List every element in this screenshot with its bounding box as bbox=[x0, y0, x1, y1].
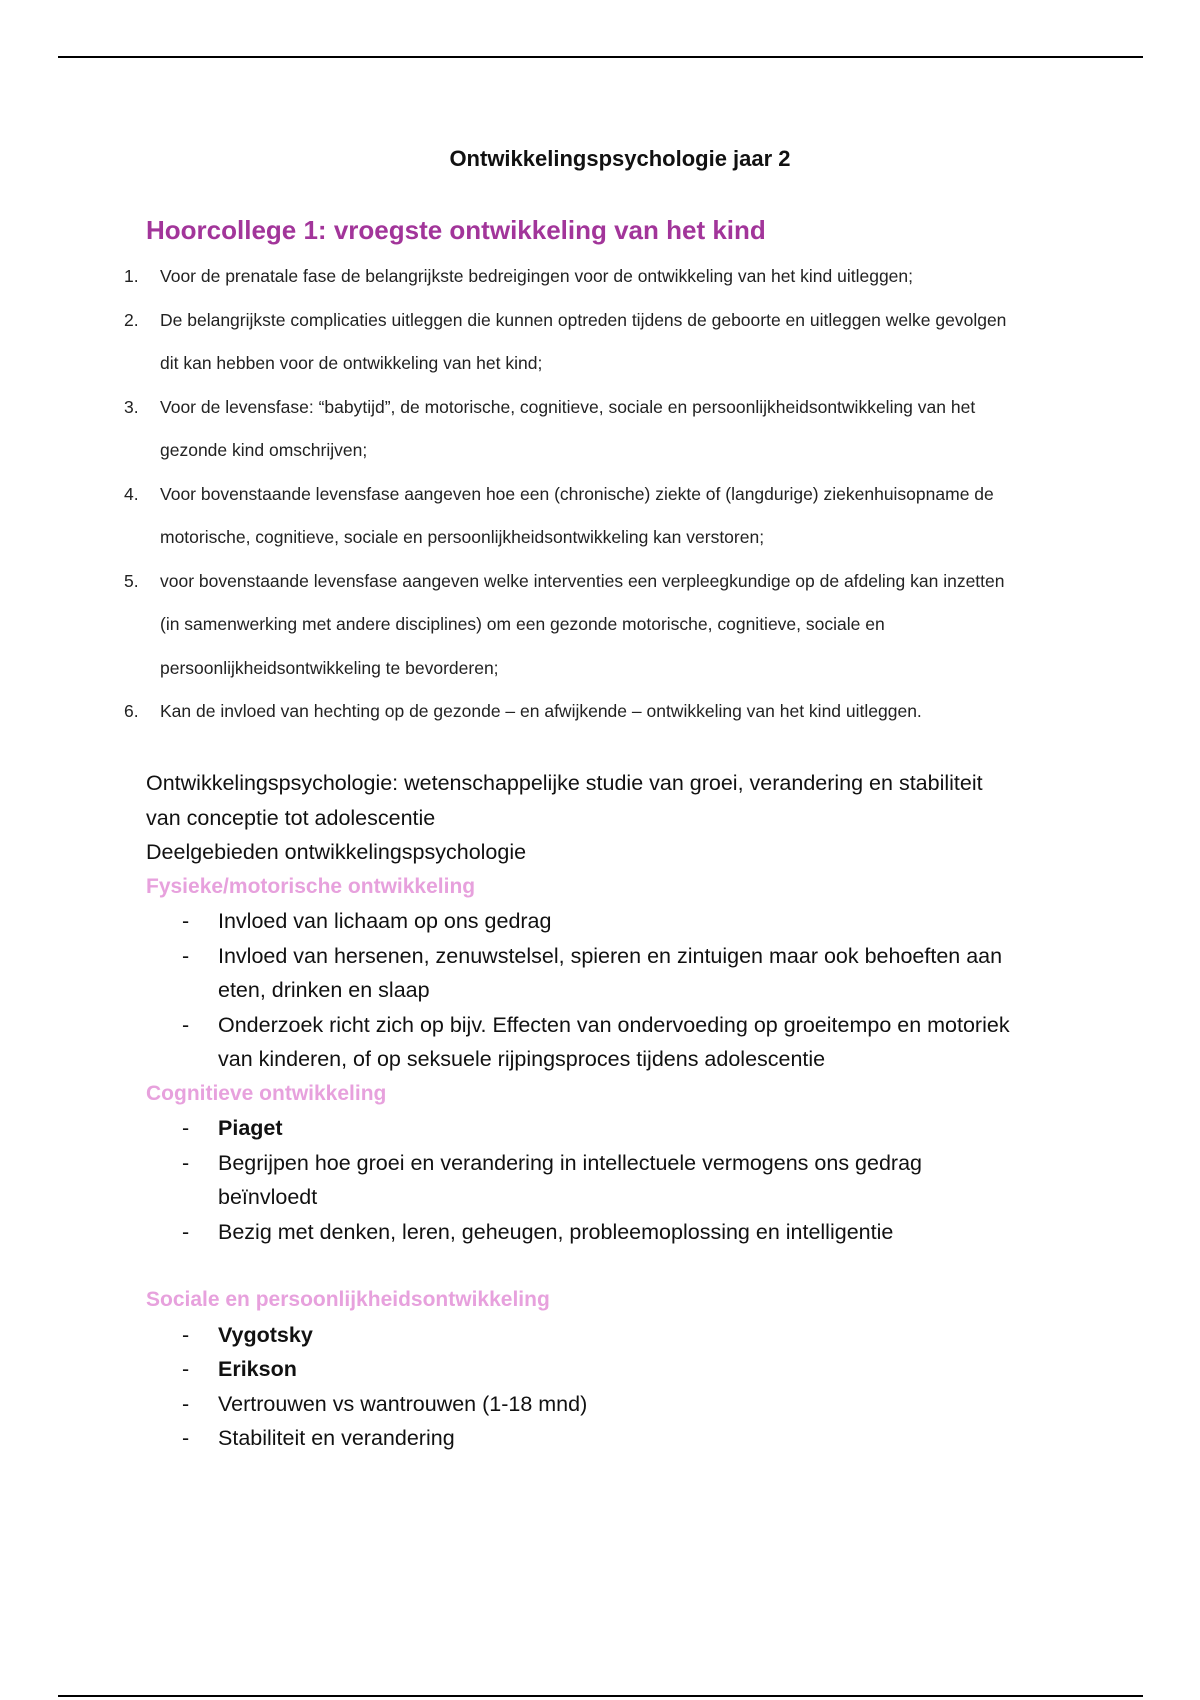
goal-text-line: persoonlijkheidsontwikkeling te bevorderen; bbox=[160, 657, 499, 678]
list-item bbox=[146, 1008, 1106, 1077]
list-item bbox=[146, 1215, 1106, 1250]
goal-text-line: voor bovenstaande levensfase aangeven welke interventies een verpleegkundige op de afdeling kan inzetten bbox=[160, 570, 1005, 591]
learning-goal bbox=[118, 255, 1098, 299]
list-item bbox=[146, 1111, 1106, 1146]
bullet-text: Onderzoek richt zich op bijv. Effecten van ondervoeding op groeitempo en motoriek bbox=[218, 1012, 1010, 1037]
section-heading-social: Sociale en persoonlijkheidsontwikkeling bbox=[146, 1288, 550, 1311]
goal-text-line: dit kan hebben voor de ontwikkeling van het kind; bbox=[160, 353, 543, 373]
list-item bbox=[146, 1387, 1106, 1422]
bullet-dash: - bbox=[182, 1150, 190, 1175]
bullet-dash: - bbox=[182, 1116, 190, 1140]
goal-text-line: Voor bovenstaande levensfase aangeven hoe een (chronische) ziekte of (langdurige) ziekenhuisopname de bbox=[160, 483, 994, 504]
bullet-list-social bbox=[146, 1318, 1106, 1456]
bullet-text: Invloed van lichaam op ons gedrag bbox=[218, 909, 552, 933]
bullet-text: Stabiliteit en verandering bbox=[218, 1426, 455, 1450]
goal-text-line: Kan de invloed van hechting op de gezonde – en afwijkende – ontwikkeling van het kind uitleggen. bbox=[160, 701, 922, 721]
goal-text-line: motorische, cognitieve, sociale en persoonlijkheidsontwikkeling kan verstoren; bbox=[160, 527, 765, 547]
bullet-text: Invloed van hersenen, zenuwstelsel, spieren en zintuigen maar ook behoeften aan bbox=[218, 943, 1003, 968]
list-item bbox=[146, 1318, 1106, 1353]
list-item bbox=[146, 904, 1106, 939]
bullet-dash: - bbox=[182, 1012, 190, 1037]
list-item bbox=[146, 1421, 1106, 1456]
bullet-dash: - bbox=[182, 1391, 190, 1416]
list-item bbox=[146, 1146, 1106, 1215]
bullet-dash: - bbox=[182, 1219, 190, 1244]
learning-goal bbox=[118, 386, 1098, 473]
goal-number: 1. bbox=[124, 266, 139, 286]
goal-number: 2. bbox=[124, 309, 139, 330]
learning-goal bbox=[118, 299, 1098, 386]
bullet-text: Erikson bbox=[218, 1357, 297, 1381]
goal-number: 6. bbox=[124, 701, 139, 721]
bullet-dash: - bbox=[182, 909, 190, 933]
bullet-dash: - bbox=[182, 1426, 190, 1450]
bullet-text: Vygotsky bbox=[218, 1322, 313, 1347]
bullet-text: Piaget bbox=[218, 1116, 283, 1140]
lecture-heading: Hoorcollege 1: vroegste ontwikkeling van het kind bbox=[146, 215, 766, 245]
top-rule bbox=[58, 56, 1143, 58]
learning-goal bbox=[118, 690, 1098, 734]
bullet-dash: - bbox=[182, 1322, 190, 1347]
goal-text-line: Voor de prenatale fase de belangrijkste bedreigingen voor de ontwikkeling van het kind uitleggen; bbox=[160, 266, 914, 286]
bullet-list-physical bbox=[146, 904, 1106, 1077]
bullet-text: van kinderen, of op seksuele rijpingsproces tijdens adolescentie bbox=[218, 1047, 826, 1071]
goal-text-line: Voor de levensfase: “babytijd”, de motorische, cognitieve, sociale en persoonlijkheidsontwikkeling van het bbox=[160, 396, 976, 417]
bottom-rule bbox=[58, 1695, 1143, 1697]
list-item bbox=[146, 939, 1106, 1008]
bullet-text: Begrijpen hoe groei en verandering in intellectuele vermogens ons gedrag bbox=[218, 1150, 922, 1175]
definition-line: Ontwikkelingspsychologie: wetenschappelijke studie van groei, verandering en stabiliteit bbox=[146, 771, 983, 795]
bullet-list-cognitive bbox=[146, 1111, 1106, 1249]
document-title: Ontwikkelingspsychologie jaar 2 bbox=[449, 146, 791, 171]
section-spacer bbox=[146, 1249, 1106, 1283]
bullet-text: Vertrouwen vs wantrouwen (1-18 mnd) bbox=[218, 1391, 588, 1416]
bullet-dash: - bbox=[182, 1357, 190, 1381]
learning-goal bbox=[118, 560, 1098, 691]
subfields-label: Deelgebieden ontwikkelingspsychologie bbox=[146, 840, 527, 864]
section-heading-cognitive: Cognitieve ontwikkeling bbox=[146, 1081, 387, 1105]
goal-text-line: (in samenwerking met andere disciplines) om een gezonde motorische, cognitieve, sociale en bbox=[160, 614, 885, 634]
learning-goal bbox=[118, 473, 1098, 560]
goal-number: 5. bbox=[124, 570, 139, 591]
goal-text-line: gezonde kind omschrijven; bbox=[160, 440, 368, 460]
bullet-text: Bezig met denken, leren, geheugen, probleemoplossing en intelligentie bbox=[218, 1219, 894, 1244]
bullet-text: eten, drinken en slaap bbox=[218, 978, 430, 1002]
goal-text-line: De belangrijkste complicaties uitleggen die kunnen optreden tijdens de geboorte en uitleggen welke gevolgen bbox=[160, 309, 1007, 330]
bullet-text: beïnvloedt bbox=[218, 1185, 318, 1209]
goal-number: 3. bbox=[124, 396, 139, 417]
body-text bbox=[146, 766, 1106, 1456]
definition-line: van conceptie tot adolescentie bbox=[146, 805, 436, 830]
bullet-dash: - bbox=[182, 943, 190, 968]
learning-goals-list bbox=[118, 255, 1098, 734]
section-heading-physical: Fysieke/motorische ontwikkeling bbox=[146, 874, 476, 898]
goal-number: 4. bbox=[124, 483, 139, 504]
list-item bbox=[146, 1352, 1106, 1387]
